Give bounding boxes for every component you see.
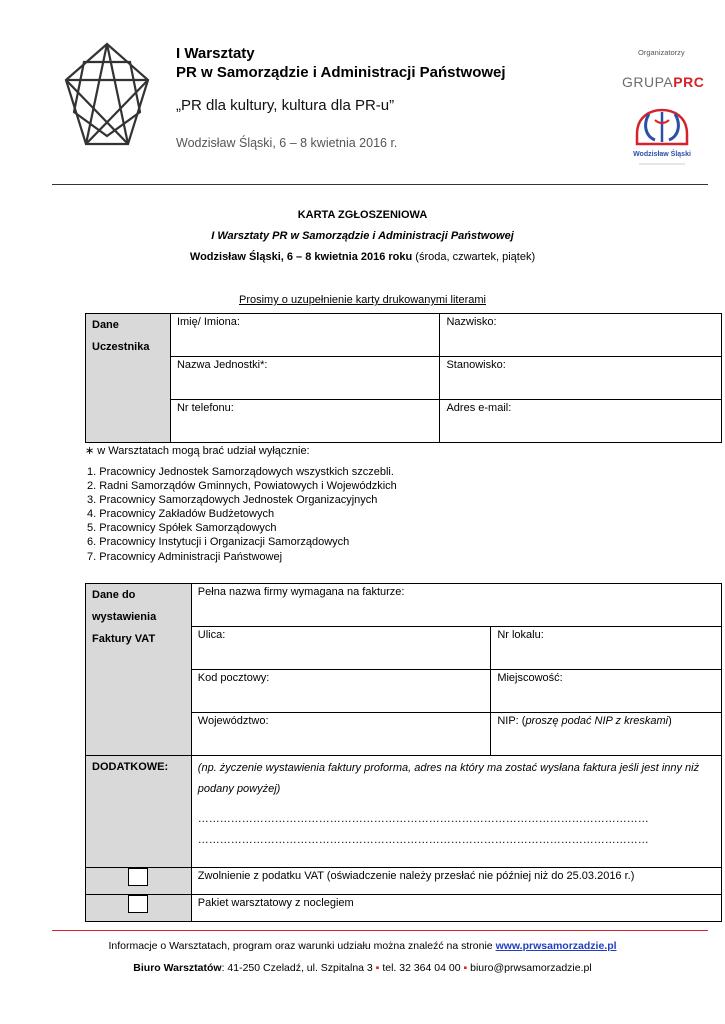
street-field[interactable]: Ulica: bbox=[191, 627, 491, 670]
list-item: 1. Pracownicy Jednostek Samorządowych wszystkich szczebli. bbox=[87, 466, 394, 478]
grupa-prc-logo: GRUPAPRC bbox=[622, 74, 705, 90]
list-item: 5. Pracownicy Spółek Samorządowych bbox=[87, 522, 277, 535]
form-date: Wodzisław Śląski, 6 – 8 kwietnia 2016 roku (środa, czwartek, piątek) bbox=[189, 251, 536, 263]
province-field[interactable]: Województwo: bbox=[191, 713, 491, 756]
first-name-field[interactable]: Imię/ Imiona: bbox=[170, 314, 440, 357]
form-event-name: I Warsztaty PR w Samorządzie i Administracji Państwowej bbox=[211, 230, 514, 242]
participant-section-label: Dane Uczestnika bbox=[86, 314, 171, 443]
wodzislaw-city-logo-icon bbox=[627, 104, 697, 174]
header-divider bbox=[52, 184, 708, 185]
vat-exemption-label: Zwolnienie z podatku VAT (oświadczenie należy przesłać nie później niż do 25.03.2016 r.) bbox=[191, 868, 721, 895]
eligibility-note: ∗ w Warsztatach mogą brać udział wyłącznie: bbox=[85, 445, 310, 457]
position-field[interactable]: Stanowisko: bbox=[440, 357, 722, 400]
invoice-section-label: Dane do wystawienia Faktury VAT bbox=[86, 584, 192, 756]
participant-table bbox=[85, 313, 722, 443]
additional-label: DODATKOWE: bbox=[86, 756, 192, 868]
footer-divider bbox=[52, 930, 708, 931]
form-title: KARTA ZGŁOSZENIOWA bbox=[297, 209, 428, 221]
invoice-table bbox=[85, 583, 722, 922]
additional-info-field[interactable]: (np. życzenie wystawienia faktury proforma, adres na który ma zostać wysłana faktura jeśli jest inny niż podany powyżej) …………………………………………………………………………………………………………… …………………………………………………………………………………………………………… bbox=[191, 756, 721, 868]
city-field[interactable]: Miejscowość: bbox=[491, 670, 722, 713]
list-item: 4. Pracownicy Zakładów Budżetowych bbox=[87, 508, 275, 521]
postal-code-field[interactable]: Kod pocztowy: bbox=[191, 670, 491, 713]
event-logo-icon bbox=[62, 40, 152, 148]
vat-exemption-cell bbox=[86, 868, 192, 895]
list-item: 7. Pracownicy Administracji Państwowej bbox=[87, 550, 283, 563]
event-subtitle: „PR dla kultury, kultura dla PR-u” bbox=[176, 97, 395, 114]
company-name-field[interactable]: Pełna nazwa firmy wymagana na fakturze: bbox=[191, 584, 721, 627]
website-link[interactable]: www.prwsamorzadzie.pl bbox=[495, 940, 617, 952]
unit-name-field[interactable]: Nazwa Jednostki*: bbox=[170, 357, 440, 400]
form-instruction: Prosimy o uzupełnienie karty drukowanymi literami bbox=[239, 294, 486, 306]
footer-info: Informacje o Warsztatach, program oraz warunki udziału można znaleźć na stronie www.prwsamorzadzie.pl bbox=[108, 940, 617, 952]
package-cell bbox=[86, 895, 192, 922]
city-logo-text: Wodzisław Śląski bbox=[633, 151, 691, 158]
nip-field[interactable]: NIP: (proszę podać NIP z kreskami) bbox=[491, 713, 722, 756]
list-item: 2. Radni Samorządów Gminnych, Powiatowych i Wojewódzkich bbox=[87, 480, 397, 493]
organizers-label: Organizatorzy bbox=[638, 48, 685, 57]
vat-exemption-checkbox[interactable] bbox=[128, 868, 148, 886]
last-name-field[interactable]: Nazwisko: bbox=[440, 314, 722, 357]
event-title-line2: PR w Samorządzie i Administracji Państwowej bbox=[176, 64, 506, 81]
list-item: 3. Pracownicy Samorządowych Jednostek Organizacyjnych bbox=[87, 494, 378, 507]
package-checkbox[interactable] bbox=[128, 895, 148, 913]
footer-office: Biuro Warsztatów: 41-250 Czeladź, ul. Szpitalna 3 ▪ tel. 32 364 04 00 ▪ biuro@prwsamorzadzie.pl bbox=[133, 962, 592, 974]
event-place-date: Wodzisław Śląski, 6 – 8 kwietnia 2016 r. bbox=[176, 136, 398, 150]
eligibility-list bbox=[87, 465, 397, 564]
package-label: Pakiet warsztatowy z noclegiem bbox=[191, 895, 721, 922]
premises-number-field[interactable]: Nr lokalu: bbox=[491, 627, 722, 670]
event-title-line1: I Warsztaty bbox=[176, 45, 255, 62]
email-field[interactable]: Adres e-mail: bbox=[440, 400, 722, 443]
phone-field[interactable]: Nr telefonu: bbox=[170, 400, 440, 443]
list-item: 6. Pracownicy Instytucji i Organizacji Samorządowych bbox=[87, 536, 350, 549]
